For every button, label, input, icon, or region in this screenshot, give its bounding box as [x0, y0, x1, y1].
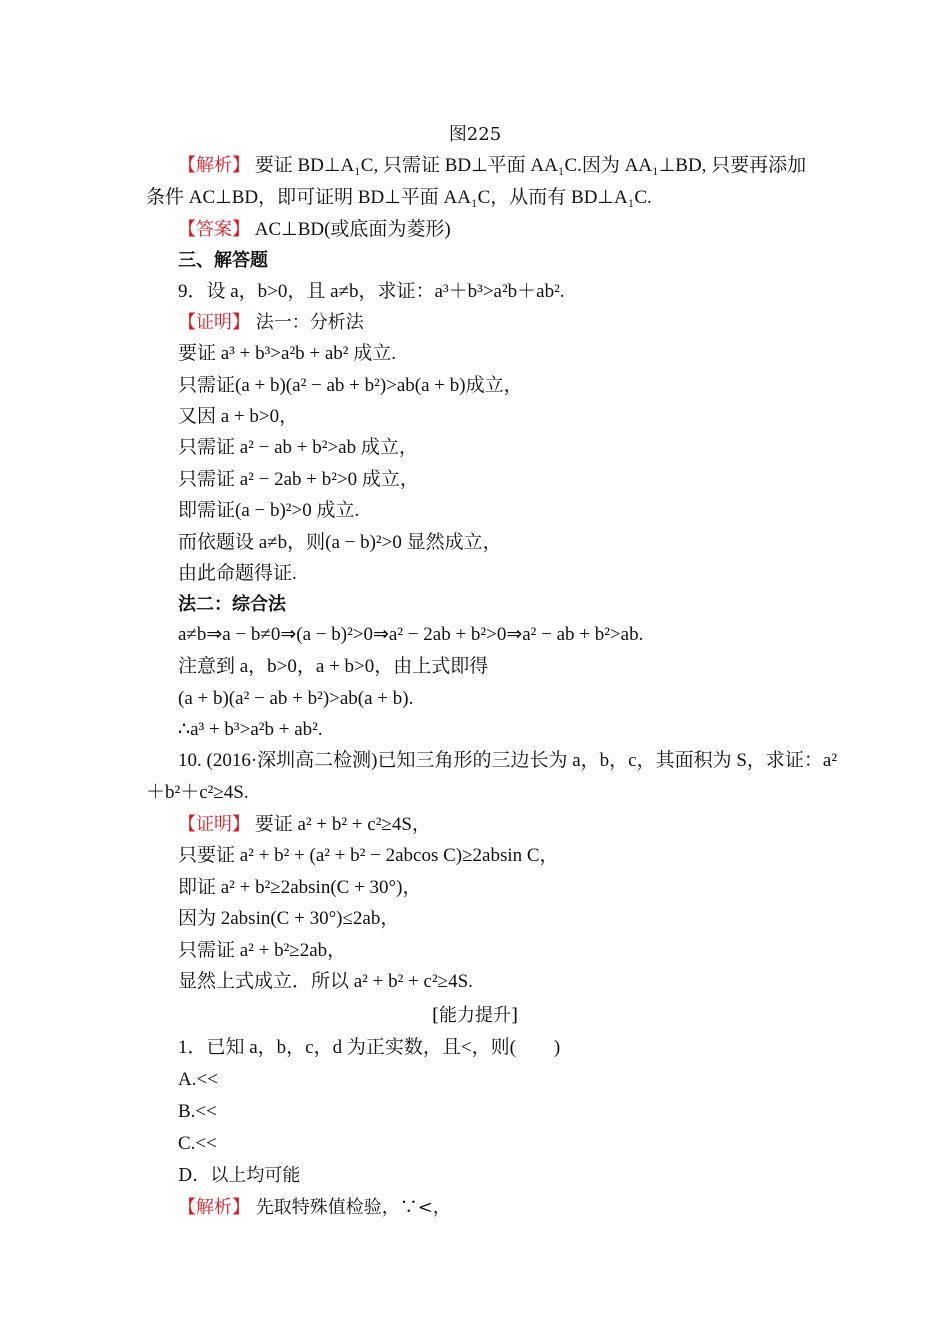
proof-line: a≠b⇒a − b≠0⇒(a − b)²>0⇒a² − 2ab + b²>0⇒a² − ab + b²>ab.	[178, 624, 644, 645]
question-1: 1．已知 a，b，c，d 为正实数，且<，则( )	[178, 1037, 561, 1058]
proof-line: 而依题设 a≠b，则(a − b)²>0 显然成立，	[178, 532, 502, 553]
proof-line: 又因 a + b>0，	[178, 406, 299, 427]
proof-tag: 【证明】	[178, 312, 250, 333]
proof-line: 只需证 a² − ab + b²>ab 成立，	[178, 437, 418, 458]
problem-10: 10. (2016·深圳高二检测)已知三角形的三边长为 a，b，c，其面积为 S，求证：a²	[178, 750, 838, 771]
proof-line: ∴a³ + b³>a²b + ab².	[178, 719, 323, 740]
section-heading: 三、解答题	[178, 250, 268, 271]
option-c: C.<<	[178, 1133, 217, 1154]
proof-line: 只要证 a² + b² + (a² + b² − 2abcos C)≥2absin C，	[178, 845, 559, 866]
answer-line	[178, 217, 451, 243]
proof-line: 显然上式成立．所以 a² + b² + c²≥4S.	[178, 971, 473, 992]
proof-line: 注意到 a，b>0，a + b>0，由上式即得	[178, 656, 489, 677]
answer-tag: 【答案】	[178, 219, 250, 240]
proof-line: 即需证(a − b)²>0 成立.	[178, 500, 360, 521]
option-d: D．以上均可能	[178, 1165, 301, 1186]
option-b: B.<<	[178, 1101, 217, 1122]
proof-text: 要证 a² + b² + c²≥4S，	[250, 814, 431, 835]
analysis-tag: 【解析】	[178, 155, 250, 176]
option-a: A.<<	[178, 1069, 218, 1090]
proof-line: 只需证 a² − 2ab + b²>0 成立，	[178, 469, 419, 490]
analysis-line-2: 条件 AC⊥BD，即可证明 BD⊥平面 AA₁C，从而有 BD⊥A₁C.	[146, 187, 652, 208]
proof-line: (a + b)(a² − ab + b²)>ab(a + b).	[178, 688, 414, 709]
proof-method: 法一：分析法	[250, 312, 364, 333]
proof-line: 因为 2absin(C + 30°)≤2ab，	[178, 908, 400, 929]
figure-caption: 图225	[448, 124, 502, 145]
problem-10-cont: ＋b²＋c²≥4S.	[146, 782, 249, 803]
analysis-line-1	[178, 153, 806, 179]
analysis-tag: 【解析】	[178, 1197, 250, 1218]
ability-heading: [能力提升]	[431, 1005, 519, 1026]
proof-line: 由此命题得证.	[178, 563, 297, 584]
proof-line: 即证 a² + b²≥2absin(C + 30°)，	[178, 877, 422, 898]
proof-tag: 【证明】	[178, 814, 250, 835]
analysis-text: 先取特殊值检验，∵<，	[250, 1197, 451, 1218]
proof-9-header	[178, 310, 364, 336]
analysis-text: 要证 BD⊥A₁C, 只需证 BD⊥平面 AA₁C.因为 AA₁⊥BD, 只要再添加	[250, 155, 807, 176]
proof-line: 只需证(a + b)(a² − ab + b²)>ab(a + b)成立，	[178, 375, 523, 396]
proof-10-header	[178, 812, 431, 838]
answer-text: AC⊥BD(或底面为菱形)	[250, 219, 451, 240]
analysis-q1	[178, 1195, 451, 1221]
proof-line: 只需证 a² + b²≥2ab，	[178, 940, 347, 961]
method-two-heading: 法二：综合法	[178, 594, 286, 615]
proof-line: 要证 a³ + b³>a²b + ab² 成立.	[178, 343, 396, 364]
problem-9: 9．设 a，b>0，且 a≠b，求证：a³＋b³>a²b＋ab².	[178, 281, 565, 302]
